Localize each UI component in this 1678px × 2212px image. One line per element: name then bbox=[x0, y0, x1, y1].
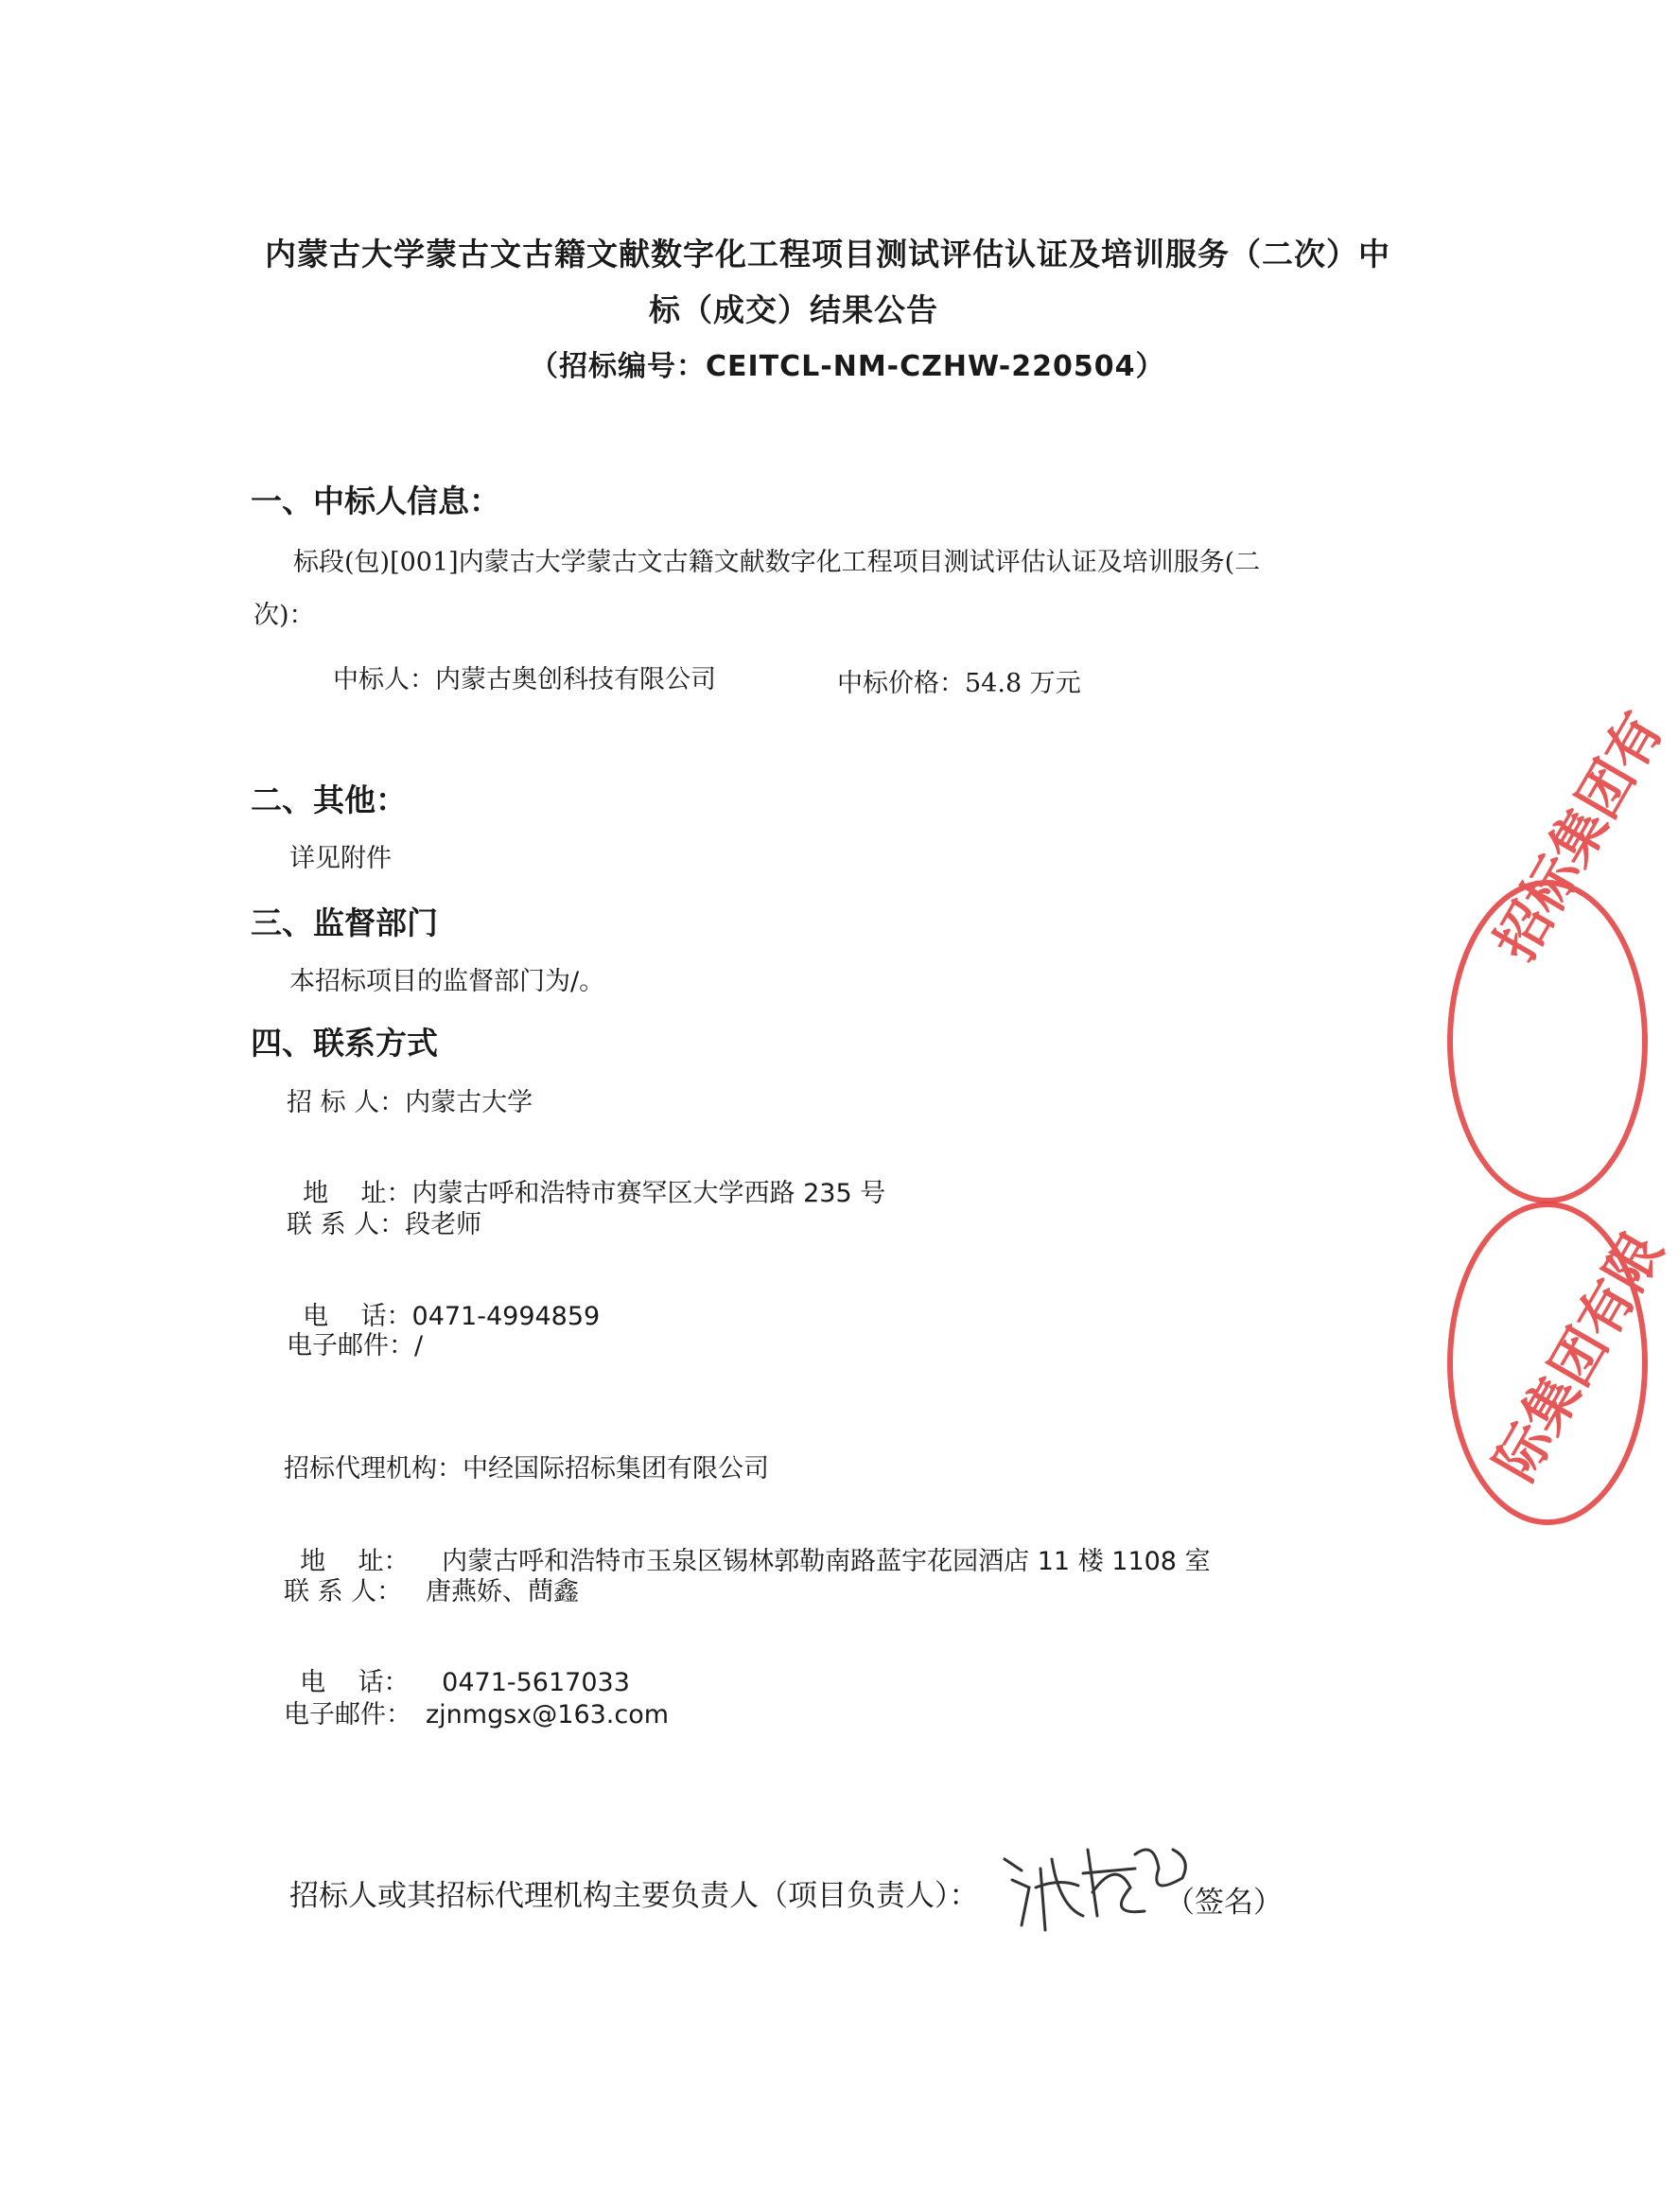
tenderer-phone-row bbox=[287, 1266, 600, 1332]
section4-heading: 四、联系方式 bbox=[251, 1025, 438, 1062]
seal-stamp-lower bbox=[1447, 1202, 1676, 1525]
lot-line-2: 次)： bbox=[253, 601, 315, 630]
tenderer-contact-row bbox=[287, 1203, 481, 1240]
signature-label: 招标人或其招标代理机构主要负责人（项目负责人）： bbox=[289, 1879, 979, 1913]
agency-address-row bbox=[284, 1511, 1211, 1577]
bid-number: （招标编号：CEITCL-NM-CZHW-220504） bbox=[530, 350, 1165, 383]
section3-text: 本招标项目的监督部门为/。 bbox=[289, 967, 605, 996]
tenderer-name-label: 招 标 人： bbox=[287, 1088, 406, 1117]
title-line-2: 标（成交）结果公告 bbox=[649, 291, 938, 328]
section1-heading: 一、中标人信息： bbox=[251, 483, 500, 519]
tenderer-contact-label: 联 系 人： bbox=[287, 1210, 406, 1239]
tenderer-row bbox=[287, 1081, 533, 1118]
agency-name-label: 招标代理机构： bbox=[284, 1454, 463, 1483]
section3-heading: 三、监督部门 bbox=[251, 904, 438, 941]
signature-note: （签名） bbox=[1165, 1886, 1283, 1920]
agency-address: 内蒙古呼和浩特市玉泉区锡林郭勒南路蓝宇花园酒店 11 楼 1108 室 bbox=[442, 1547, 1211, 1576]
tenderer-address: 内蒙古呼和浩特市赛罕区大学西路 235 号 bbox=[411, 1179, 886, 1208]
tenderer-address-label: 地 址： bbox=[303, 1179, 412, 1208]
tenderer-contact: 段老师 bbox=[405, 1210, 482, 1239]
agency-email-row bbox=[284, 1694, 669, 1730]
agency-phone-row bbox=[284, 1632, 630, 1698]
tenderer-name: 内蒙古大学 bbox=[405, 1088, 533, 1117]
agency-phone-label: 电 话： bbox=[300, 1668, 410, 1697]
winner-price: 中标价格：54.8 万元 bbox=[837, 669, 1081, 698]
agency-row bbox=[284, 1448, 769, 1484]
agency-contact: 唐燕娇、蔄鑫 bbox=[426, 1577, 579, 1606]
tenderer-address-row bbox=[287, 1143, 885, 1209]
tenderer-email-label: 电子邮件： bbox=[287, 1331, 414, 1361]
tenderer-phone: 0471-4994859 bbox=[411, 1302, 601, 1331]
agency-contact-row bbox=[284, 1571, 579, 1607]
tenderer-email-row bbox=[287, 1325, 423, 1361]
section2-heading: 二、其他： bbox=[251, 781, 407, 818]
seal-text-lower: 际集团有限 bbox=[1482, 1221, 1676, 1492]
agency-email: zjnmgsx@163.com bbox=[426, 1700, 670, 1729]
title-line-1: 内蒙古大学蒙古文古籍文献数字化工程项目测试评估认证及培训服务（二次）中 bbox=[265, 236, 1390, 272]
seal-text-upper: 招标集团有 bbox=[1482, 701, 1676, 972]
tenderer-phone-label: 电 话： bbox=[303, 1302, 412, 1331]
seal-stamp-upper bbox=[1447, 701, 1676, 1203]
handwritten-signature bbox=[993, 1821, 1201, 1944]
section2-text: 详见附件 bbox=[289, 844, 392, 873]
lot-line-1: 标段(包)[001]内蒙古大学蒙古文古籍文献数字化工程项目测试评估认证及培训服务(二 bbox=[293, 548, 1261, 577]
agency-contact-label: 联 系 人： bbox=[284, 1577, 403, 1606]
tenderer-email: / bbox=[414, 1331, 424, 1361]
agency-phone: 0471-5617033 bbox=[442, 1668, 630, 1697]
agency-name: 中经国际招标集团有限公司 bbox=[463, 1454, 769, 1483]
winner-name: 中标人：内蒙古奥创科技有限公司 bbox=[333, 665, 716, 694]
agency-address-label: 地 址： bbox=[300, 1547, 410, 1576]
agency-email-label: 电子邮件： bbox=[284, 1700, 411, 1729]
